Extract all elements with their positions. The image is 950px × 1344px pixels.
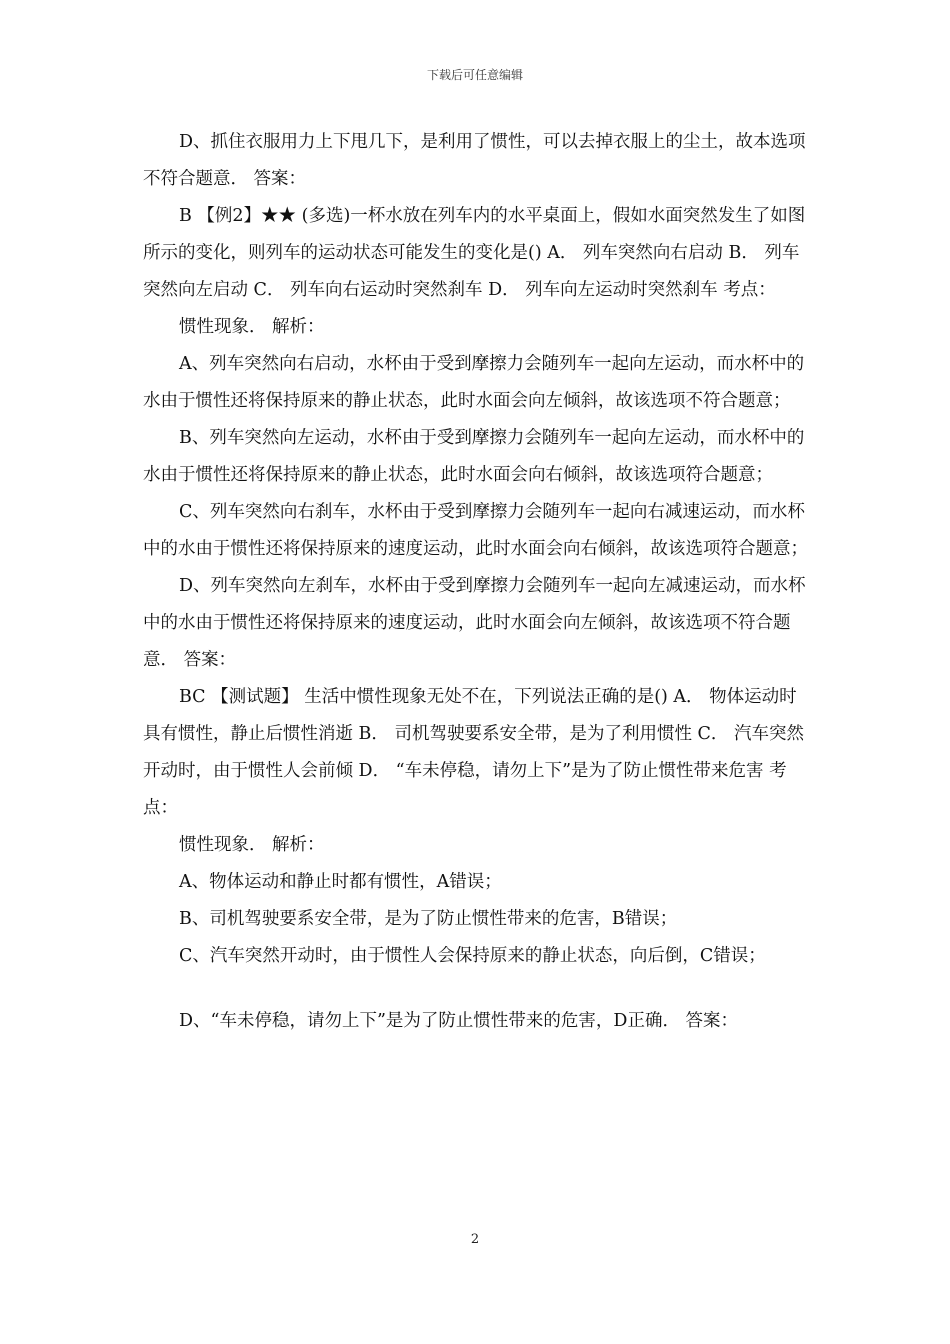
paragraph-option-d: D、列车突然向左刹车，水杯由于受到摩擦力会随列车一起向左减速运动，而水杯中的水由于惯性还将保持原来的速度运动，此时水面会向左倾斜，故该选项不符合题意． 答案： [143, 576, 806, 670]
paragraph-test-question: BC 【测试题】 生活中惯性现象无处不在，下列说法正确的是() A． 物体运动时具有惯性，静止后惯性消逝 B． 司机驾驶要系安全带，是为了利用惯性 C． 汽车突然开动时，由于惯性人会前倾 D． “车未停稳，请勿上下”是为了防止惯性带来危害 考点： [143, 687, 804, 818]
paragraph-test-option-d: D、“车未停稳，请勿上下”是为了防止惯性带来的危害，D正确． 答案： [179, 1011, 739, 1031]
paragraph-test-option-c: C、汽车突然开动时，由于惯性人会保持原来的静止状态，向后倒，C错误； [179, 946, 766, 966]
document-body [143, 124, 811, 1040]
paragraph-d-option-explanation: D、抓住衣服用力上下甩几下，是利用了惯性，可以去掉衣服上的尘土，故本选项不符合题意． 答案： [143, 132, 806, 189]
paragraph-analysis-heading-2: 惯性现象． 解析： [179, 835, 325, 855]
paragraph-option-b: B、列车突然向左运动，水杯由于受到摩擦力会随列车一起向左运动，而水杯中的水由于惯性还将保持原来的静止状态，此时水面会向右倾斜，故该选项符合题意； [143, 428, 805, 485]
paragraph-analysis-heading: 惯性现象． 解析： [179, 317, 325, 337]
paragraph-test-option-a: A、物体运动和静止时都有惯性，A错误； [179, 872, 502, 892]
paragraph-option-c: C、列车突然向右刹车，水杯由于受到摩擦力会随列车一起向右减速运动，而水杯中的水由于惯性还将保持原来的速度运动，此时水面会向右倾斜，故该选项符合题意； [143, 502, 808, 559]
paragraph-option-a: A、列车突然向右启动，水杯由于受到摩擦力会随列车一起向左运动，而水杯中的水由于惯性还将保持原来的静止状态，此时水面会向左倾斜，故该选项不符合题意； [143, 354, 805, 411]
paragraph-test-option-b: B、司机驾驶要系安全带，是为了防止惯性带来的危害，B错误； [179, 909, 678, 929]
page-number: 2 [470, 1232, 480, 1247]
header-note: 下载后可任意编辑 [426, 68, 523, 82]
paragraph-example-2: B 【例2】★★ (多选)一杯水放在列车内的水平桌面上，假如水面突然发生了如图所示的变化，则列车的运动状态可能发生的变化是() A． 列车突然向右启动 B． 列车突然向左启动 C． 列车向右运动时突然刹车 D． 列车向左运动时突然刹车 考点： [143, 206, 806, 300]
